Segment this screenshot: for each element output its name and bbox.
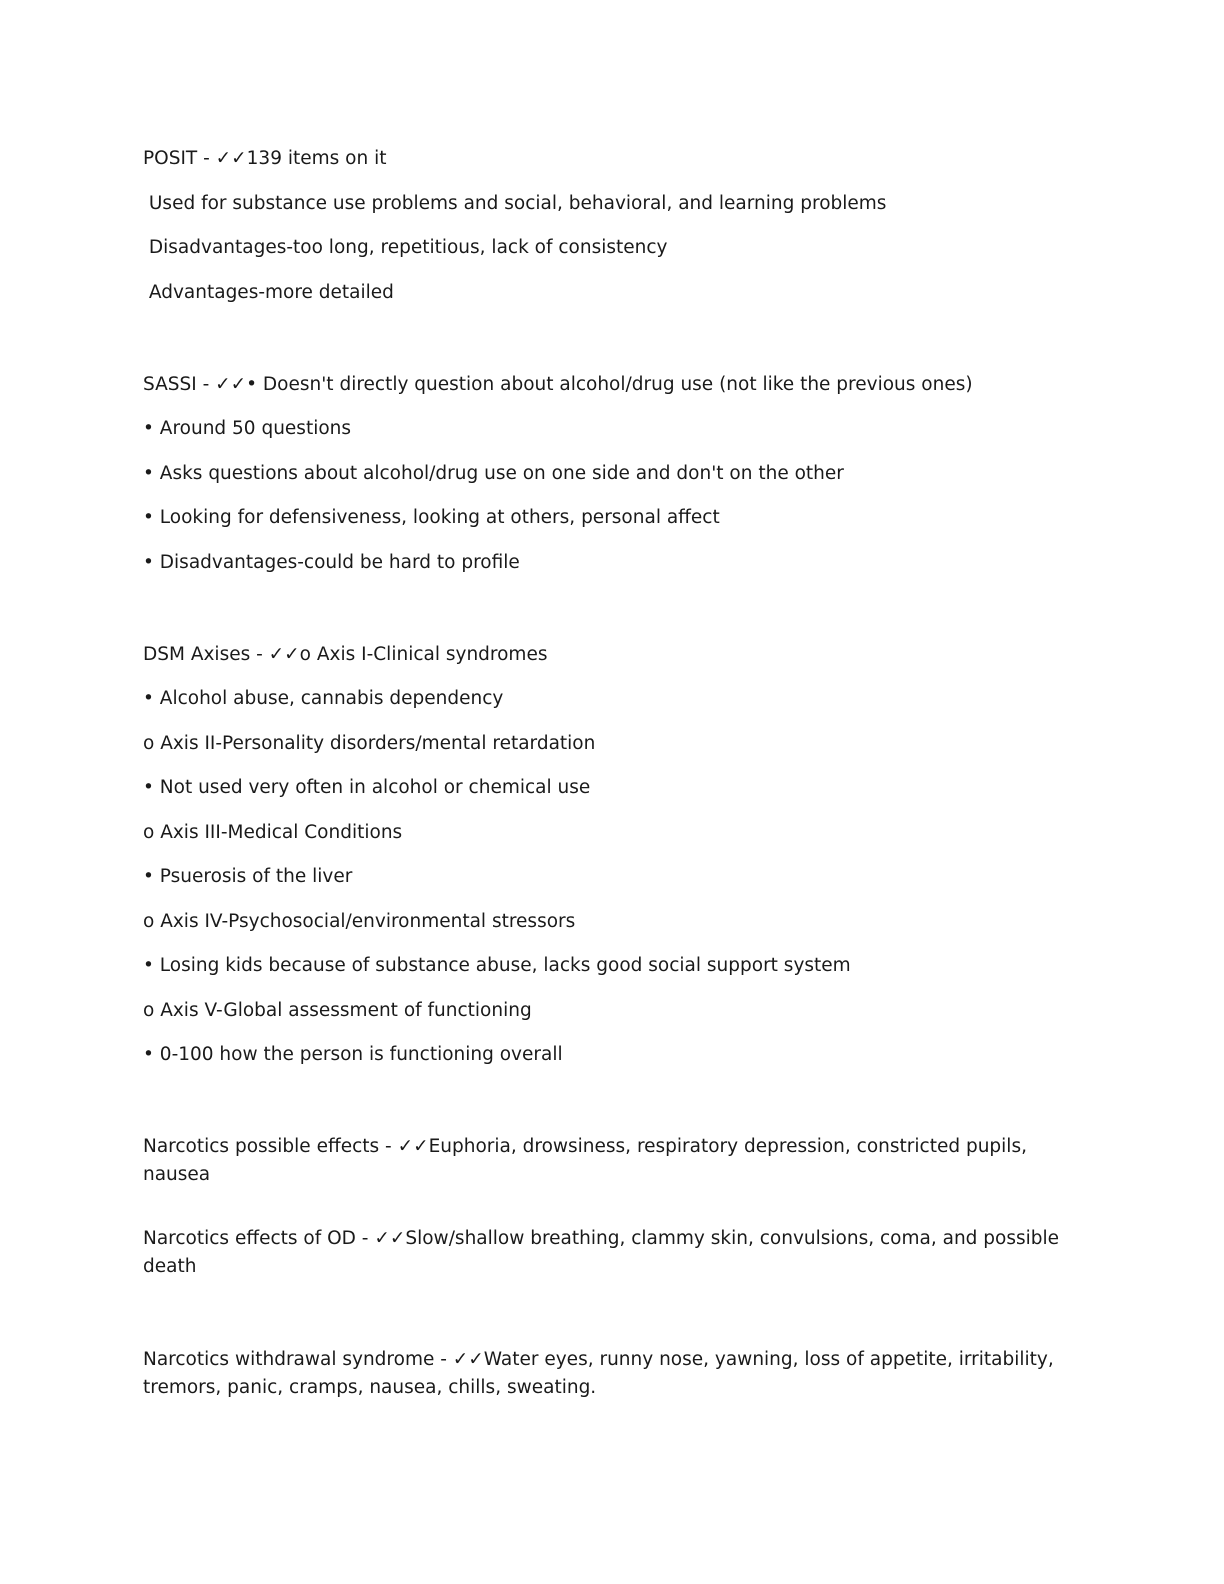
dsm-axis5-example: • 0-100 how the person is functioning overall [143,1044,563,1065]
dsm-axis2-example: • Not used very often in alcohol or chemical use [143,777,591,798]
dsm-heading-line: DSM Axises - ✓✓o Axis I-Clinical syndromes [143,644,548,665]
dsm-axis3-example: • Psuerosis of the liver [143,866,353,887]
narcotics-effects-line: Narcotics possible effects - ✓✓Euphoria, drowsiness, respiratory depression, constricted pupils, nausea [143,1136,1033,1185]
posit-advantages-line: Advantages-more detailed [143,282,394,303]
posit-usage-line: Used for substance use problems and social, behavioral, and learning problems [143,193,887,214]
narcotics-od-line: Narcotics effects of OD - ✓✓Slow/shallow breathing, clammy skin, convulsions, coma, and possible death [143,1228,1065,1277]
sassi-bullet-sides: • Asks questions about alcohol/drug use on one side and don't on the other [143,463,844,484]
sassi-heading-line: SASSI - ✓✓• Doesn't directly question about alcohol/drug use (not like the previous ones) [143,374,973,395]
sassi-bullet-defensiveness: • Looking for defensiveness, looking at others, personal affect [143,507,720,528]
posit-disadvantages-line: Disadvantages-too long, repetitious, lack of consistency [143,237,668,258]
sassi-bullet-questions: • Around 50 questions [143,418,352,439]
dsm-axis3-line: o Axis III-Medical Conditions [143,822,403,843]
dsm-axis4-example: • Losing kids because of substance abuse, lacks good social support system [143,955,851,976]
sassi-bullet-disadvantages: • Disadvantages-could be hard to profile [143,552,520,573]
dsm-axis4-line: o Axis IV-Psychosocial/environmental stressors [143,911,576,932]
posit-heading-line: POSIT - ✓✓139 items on it [143,148,387,169]
dsm-axis2-line: o Axis II-Personality disorders/mental retardation [143,733,596,754]
narcotics-withdrawal-line: Narcotics withdrawal syndrome - ✓✓Water eyes, runny nose, yawning, loss of appetite, irritability, tremors, panic, cramps, nausea, chills, sweating. [143,1349,1060,1398]
dsm-axis1-example: • Alcohol abuse, cannabis dependency [143,688,504,709]
dsm-axis5-line: o Axis V-Global assessment of functioning [143,1000,532,1021]
